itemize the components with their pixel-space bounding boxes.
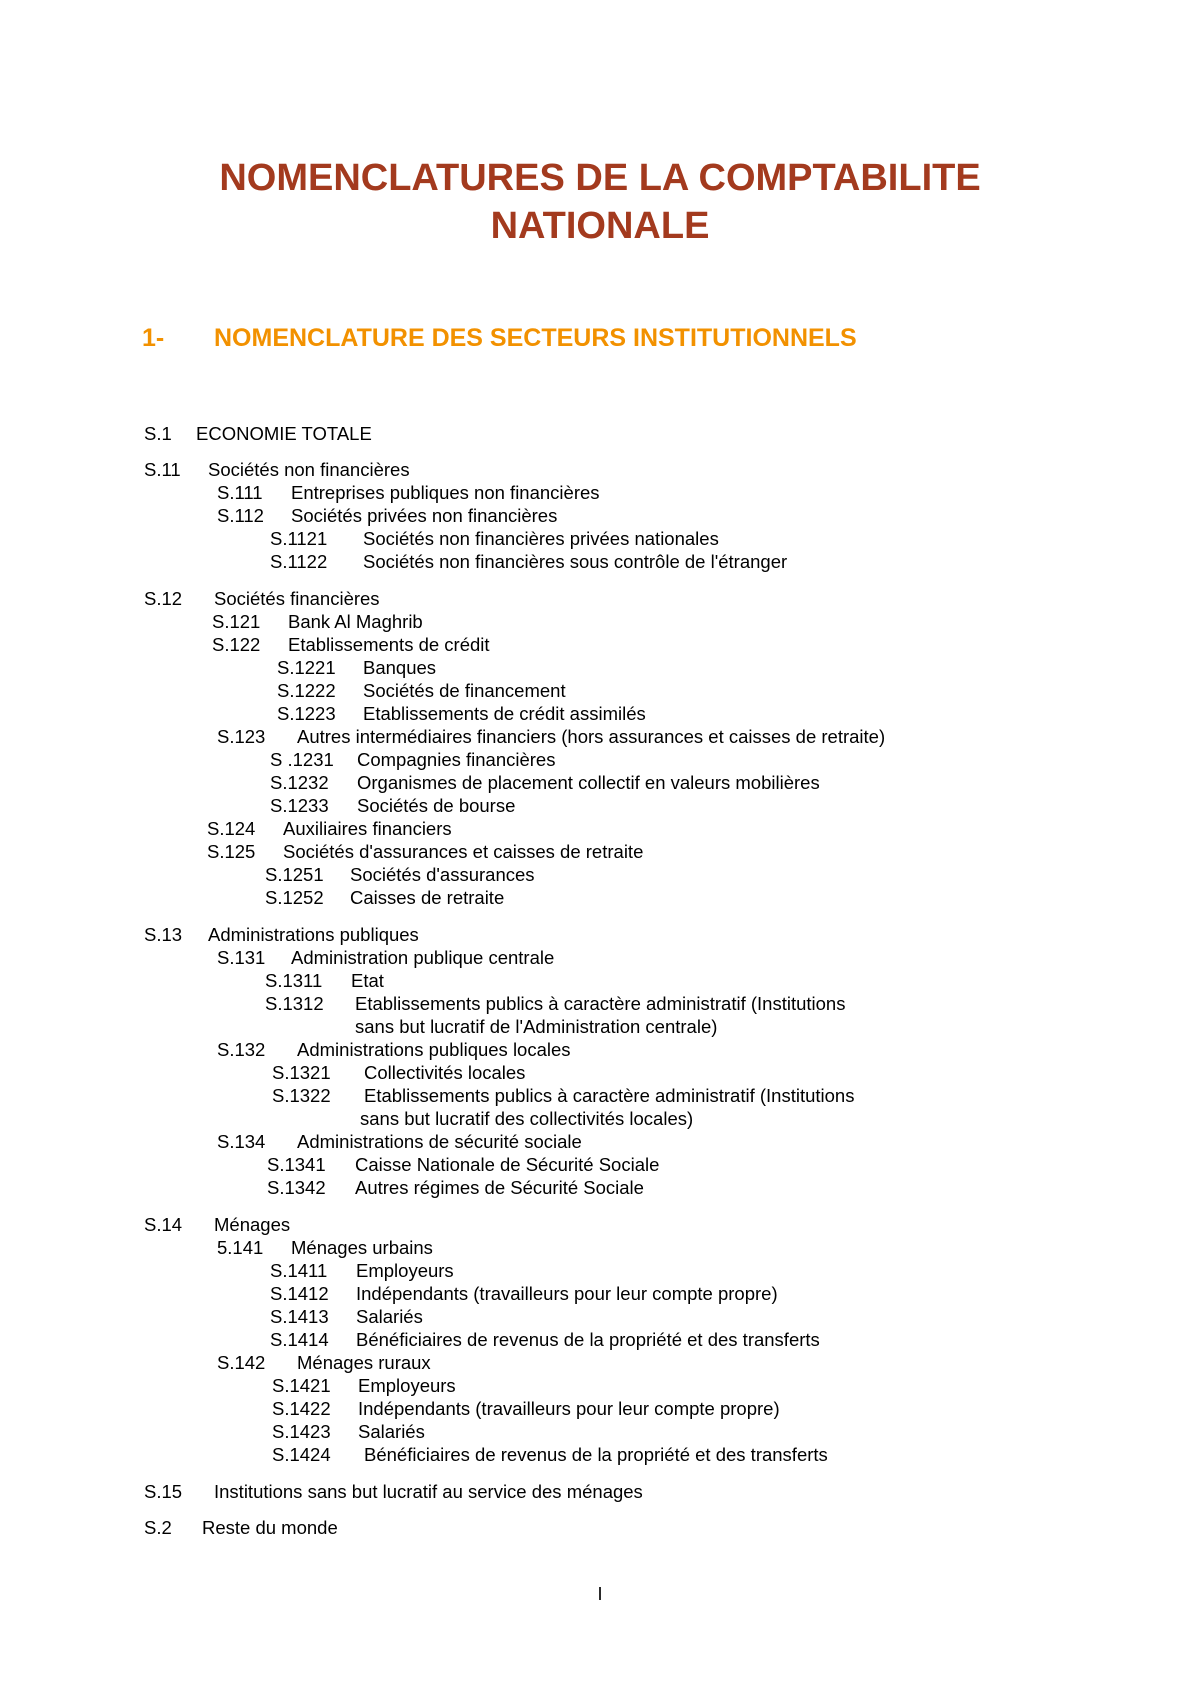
sector-label: Bénéficiaires de revenus de la propriété et des transferts bbox=[364, 1444, 828, 1465]
sector-label: Banques bbox=[363, 657, 437, 678]
sector-label: Sociétés non financières privées nationales bbox=[363, 528, 719, 549]
sector-code: S.125 bbox=[207, 841, 256, 862]
document-title-line1: NOMENCLATURES DE LA COMPTABILITE bbox=[219, 157, 981, 199]
sector-label: Auxiliaires financiers bbox=[283, 818, 452, 839]
sector-code: S.124 bbox=[207, 818, 256, 839]
sector-code: S.132 bbox=[217, 1039, 266, 1060]
sector-code: S.1412 bbox=[270, 1283, 329, 1304]
sector-code: S.1121 bbox=[270, 528, 328, 549]
sector-label: Entreprises publiques non financières bbox=[291, 482, 600, 503]
sector-code: S.12 bbox=[144, 588, 183, 609]
section-heading bbox=[142, 322, 857, 354]
sector-code: S.1233 bbox=[270, 795, 329, 816]
sector-code: S .1231 bbox=[270, 749, 334, 770]
sector-code: S.121 bbox=[212, 611, 261, 632]
sector-label: Organismes de placement collectif en valeurs mobilières bbox=[357, 772, 820, 793]
sector-label: Administration publique centrale bbox=[291, 947, 555, 968]
sector-code: S.1232 bbox=[270, 772, 329, 793]
sector-label: Sociétés non financières sous contrôle de l'étranger bbox=[363, 551, 788, 572]
sector-label: Sociétés d'assurances et caisses de retraite bbox=[283, 841, 644, 862]
sector-label: Sociétés d'assurances bbox=[350, 864, 535, 885]
sector-label: Ménages ruraux bbox=[297, 1352, 431, 1373]
sector-code: S.1341 bbox=[267, 1154, 326, 1175]
sector-code: S.111 bbox=[217, 482, 263, 503]
sector-label: Sociétés de financement bbox=[363, 680, 566, 701]
sector-code: S.1421 bbox=[272, 1375, 331, 1396]
sector-label: Employeurs bbox=[356, 1260, 454, 1281]
document-title-line2: NATIONALE bbox=[490, 205, 710, 247]
sector-code: S.14 bbox=[144, 1214, 183, 1235]
sector-label: Etablissements de crédit bbox=[288, 634, 490, 655]
sector-label: Indépendants (travailleurs pour leur compte propre) bbox=[358, 1398, 780, 1419]
sector-code: S.1423 bbox=[272, 1421, 331, 1442]
sector-label: Autres intermédiaires financiers (hors assurances et caisses de retraite) bbox=[297, 726, 886, 747]
sector-label: Administrations publiques bbox=[208, 924, 419, 945]
sector-label: Ménages urbains bbox=[291, 1237, 433, 1258]
sector-code: S.1251 bbox=[265, 864, 324, 885]
sector-label: Bénéficiaires de revenus de la propriété et des transferts bbox=[356, 1329, 820, 1350]
sector-code: S.1411 bbox=[270, 1260, 328, 1281]
sector-code: S.1252 bbox=[265, 887, 324, 908]
sector-code: S.1223 bbox=[277, 703, 336, 724]
sector-label: Sociétés privées non financières bbox=[291, 505, 558, 526]
sector-code: S.13 bbox=[144, 924, 183, 945]
sector-code: 5.141 bbox=[217, 1237, 264, 1258]
sector-label: Employeurs bbox=[358, 1375, 456, 1396]
sector-code: S.1424 bbox=[272, 1444, 331, 1465]
sector-code: S.11 bbox=[144, 459, 181, 480]
sector-code: S.1 bbox=[144, 423, 172, 444]
sector-code: S.131 bbox=[217, 947, 266, 968]
sector-code: S.15 bbox=[144, 1481, 183, 1502]
sector-code: S.1322 bbox=[272, 1085, 331, 1106]
sector-code: S.1414 bbox=[270, 1329, 329, 1350]
sector-code: S.2 bbox=[144, 1517, 172, 1538]
sector-code: S.1221 bbox=[277, 657, 336, 678]
sector-label: Indépendants (travailleurs pour leur compte propre) bbox=[356, 1283, 778, 1304]
sector-code: S.123 bbox=[217, 726, 266, 747]
sector-code: S.134 bbox=[217, 1131, 266, 1152]
sector-code: S.1422 bbox=[272, 1398, 331, 1419]
sector-code: S.1342 bbox=[267, 1177, 326, 1198]
sector-label: Bank Al Maghrib bbox=[288, 611, 423, 632]
sector-label: Etablissements publics à caractère administratif (Institutions bbox=[364, 1085, 855, 1106]
section-number: 1- bbox=[142, 324, 165, 352]
sector-label: Etat bbox=[351, 970, 384, 991]
section-title: NOMENCLATURE DES SECTEURS INSTITUTIONNELS bbox=[214, 324, 857, 352]
sector-label: Administrations publiques locales bbox=[297, 1039, 571, 1060]
sector-label: Sociétés financières bbox=[214, 588, 380, 609]
sector-code: S.1122 bbox=[270, 551, 328, 572]
sector-code: S.1321 bbox=[272, 1062, 331, 1083]
sector-label: Administrations de sécurité sociale bbox=[297, 1131, 582, 1152]
sector-label: sans but lucratif de l'Administration centrale) bbox=[355, 1016, 718, 1037]
sector-label: Etablissements publics à caractère administratif (Institutions bbox=[355, 993, 846, 1014]
sector-code: S.1311 bbox=[265, 970, 323, 991]
sector-code: S.1222 bbox=[277, 680, 336, 701]
sector-label: Collectivités locales bbox=[364, 1062, 526, 1083]
page-number: I bbox=[597, 1584, 603, 1604]
sector-label: Sociétés non financières bbox=[208, 459, 410, 480]
sector-label: Reste du monde bbox=[202, 1517, 338, 1538]
sector-code: S.142 bbox=[217, 1352, 266, 1373]
sector-label: Autres régimes de Sécurité Sociale bbox=[355, 1177, 644, 1198]
sector-label: Salariés bbox=[356, 1306, 423, 1327]
sector-label: Institutions sans but lucratif au service des ménages bbox=[214, 1481, 643, 1502]
sector-label: Ménages bbox=[214, 1214, 291, 1235]
sector-label: sans but lucratif des collectivités locales) bbox=[360, 1108, 694, 1129]
sector-label: Caisse Nationale de Sécurité Sociale bbox=[355, 1154, 660, 1175]
sector-label: Salariés bbox=[358, 1421, 425, 1442]
sector-code: S.1413 bbox=[270, 1306, 329, 1327]
sector-label: Caisses de retraite bbox=[350, 887, 505, 908]
sector-label: Sociétés de bourse bbox=[357, 795, 516, 816]
sector-label: Compagnies financières bbox=[357, 749, 556, 770]
sector-code: S.122 bbox=[212, 634, 261, 655]
sector-code: S.1312 bbox=[265, 993, 324, 1014]
sector-label: Etablissements de crédit assimilés bbox=[363, 703, 646, 724]
sector-label: ECONOMIE TOTALE bbox=[196, 423, 372, 444]
sector-code: S.112 bbox=[217, 505, 264, 526]
